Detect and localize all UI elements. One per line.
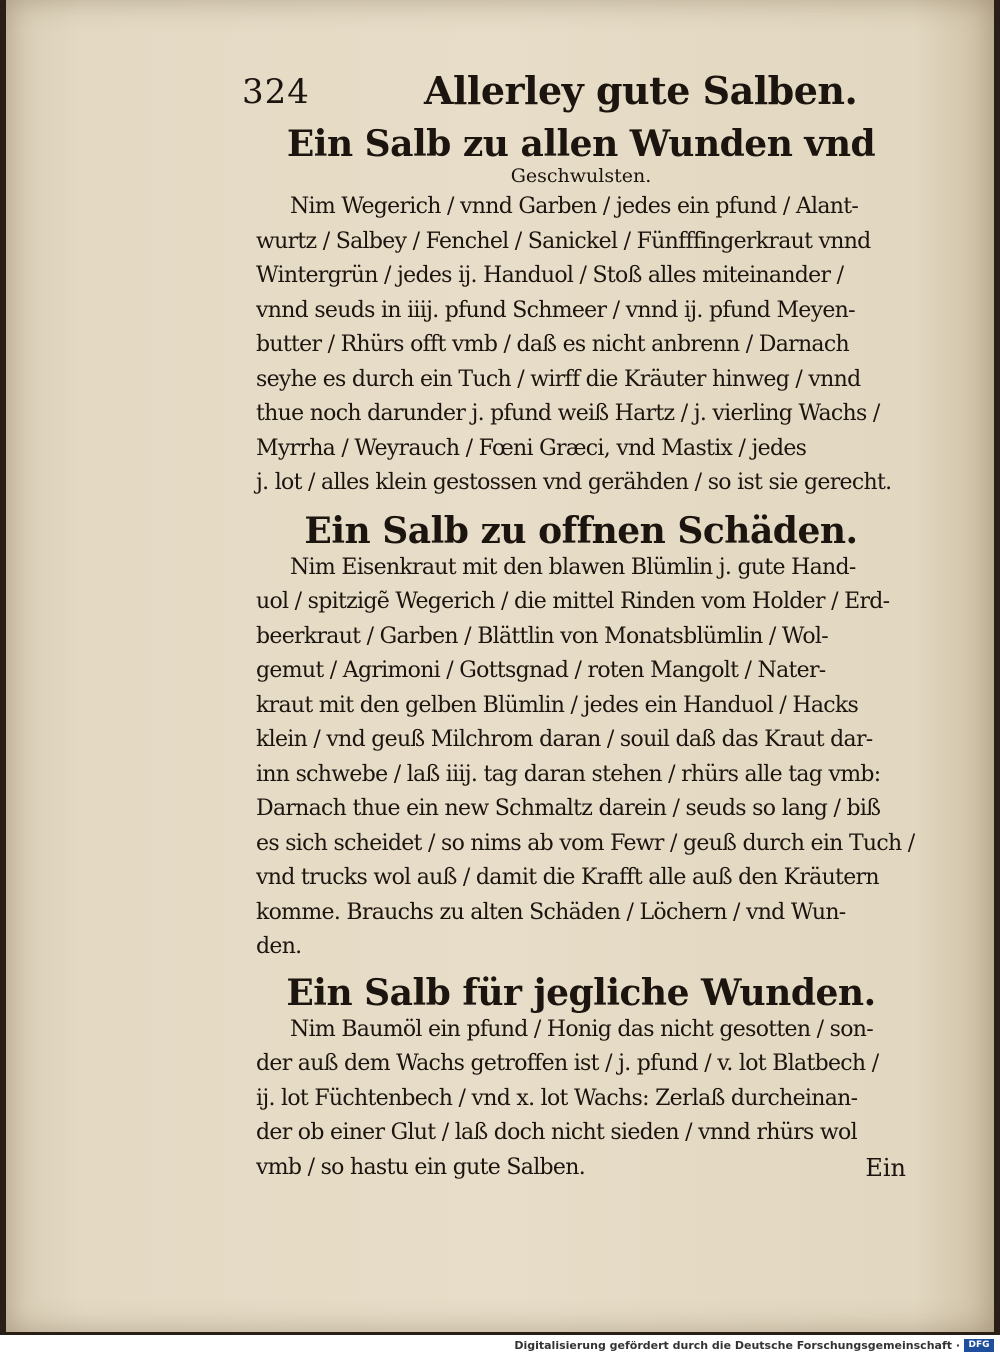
section-body	[256, 1013, 906, 1186]
text-line: klein / vnd geuß Milchrom daran / souil daß das Kraut dar-	[256, 727, 873, 752]
section-heading: Ein Salb zu offnen Schäden.	[304, 509, 858, 552]
text-line: Myrrha / Weyrauch / Fœni Græci, vnd Mastix / jedes	[256, 435, 807, 461]
section-heading: Ein Salb für jegliche Wunden.	[286, 971, 876, 1014]
text-line: inn schwebe / laß iiij. tag daran stehen / rhürs alle tag vmb:	[256, 761, 881, 787]
text-line: der auß dem Wachs getroffen ist / j. pfund / v. lot Blatbech /	[256, 1051, 879, 1076]
text-line: gemut / Agrimoni / Gottsgnad / roten Mangolt / Nater-	[256, 658, 826, 683]
page-text-block	[242, 60, 915, 1185]
text-line: butter / Rhürs offt vmb / daß es nicht anbrenn / Darnach	[256, 332, 849, 357]
text-line: uol / spitzigẽ Wegerich / die mittel Rinden vom Holder / Erd-	[256, 589, 890, 614]
text-line: ij. lot Füchtenbech / vnd x. lot Wachs: Zerlaß durcheinan-	[256, 1085, 858, 1111]
dfg-logo: DFG	[964, 1339, 994, 1352]
section-subheading: Geschwulsten.	[510, 165, 652, 187]
book-page	[6, 0, 994, 1332]
running-head	[242, 60, 906, 124]
text-line: es sich scheidet / so nims ab vom Fewr / geuß durch ein Tuch /	[256, 830, 915, 856]
text-line: seyhe es durch ein Tuch / wirff die Kräuter hinweg / vnnd	[256, 366, 861, 392]
page-number: 324	[242, 72, 310, 112]
catchword: Ein	[865, 1153, 906, 1182]
text-line: vnnd seuds in iiij. pfund Schmeer / vnnd ij. pfund Meyen-	[256, 297, 855, 323]
text-line: komme. Brauchs zu alten Schäden / Löchern / vnd Wun-	[256, 899, 846, 925]
text-line: j. lot / alles klein gestossen vnd gerähden / so ist sie gerecht.	[256, 470, 892, 495]
text-line: vmb / so hastu ein gute Salben.	[256, 1154, 585, 1180]
text-line: kraut mit den gelben Blümlin / jedes ein Handuol / Hacks	[256, 692, 859, 718]
running-title: Allerley gute Salben.	[424, 68, 858, 113]
text-line: vnd trucks wol auß / damit die Krafft alle auß den Kräutern	[256, 865, 879, 890]
text-line: thue noch darunder j. pfund weiß Hartz / j. vierling Wachs /	[256, 401, 880, 426]
text-line: Nim Baumöl ein pfund / Honig das nicht gesotten / son-	[290, 1016, 873, 1042]
text-line: Wintergrün / jedes ij. Handuol / Stoß alles miteinander /	[256, 263, 844, 288]
text-line: wurtz / Salbey / Fenchel / Sanickel / Fünfffingerkraut vnnd	[256, 228, 871, 254]
funding-credit: Digitalisierung gefördert durch die Deutsche Forschungsgemeinschaft ·	[514, 1339, 960, 1352]
text-line: Nim Eisenkraut mit den blawen Blümlin j. gute Hand-	[290, 554, 856, 580]
text-line: beerkraut / Garben / Blättlin von Monatsblümlin / Wol-	[256, 623, 828, 649]
text-line: Nim Wegerich / vnnd Garben / jedes ein pfund / Alant-	[290, 194, 859, 219]
section-heading: Ein Salb zu allen Wunden vnd	[286, 123, 876, 165]
last-line-row	[256, 1151, 906, 1186]
section-body	[256, 551, 915, 965]
text-line: den.	[256, 934, 302, 959]
text-line: Darnach thue ein new Schmaltz darein / seuds so lang / biß	[256, 796, 881, 821]
section-body	[256, 190, 906, 501]
text-line: der ob einer Glut / laß doch nicht sieden / vnnd rhürs wol	[256, 1120, 857, 1145]
footer-bar	[0, 1335, 1000, 1357]
